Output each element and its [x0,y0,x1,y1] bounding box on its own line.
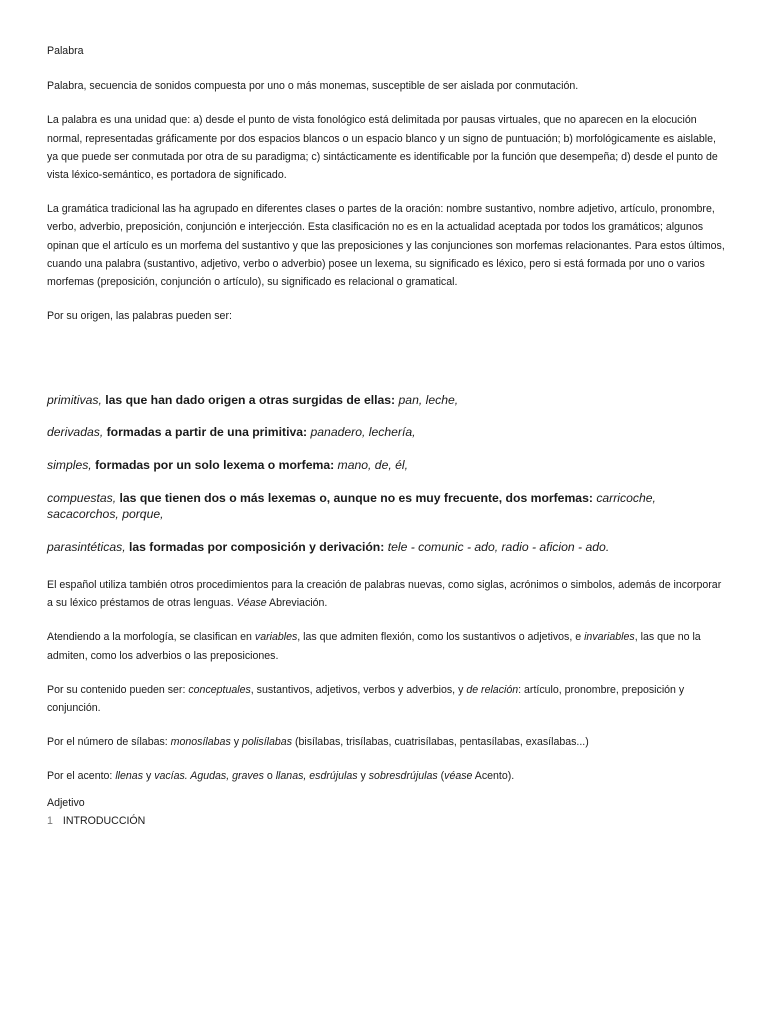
see-reference: Abreviación. [266,597,328,610]
paragraph-unit: La palabra es una unidad que: a) desde el punto de vista fonológico está delimitada por pausas virtuales, que no aparecen en la elocución normal, representadas gráficamente por dos espacios blancos o un espacio blanco y un signo de puntuación; b) morfológicamente es aislable, ya que puede ser conmutada por otra de su paradigma; c) sintácticamente es identificable por la función que desempeña; d) desde el punto de vista léxico-semántico, es portadora de significado. [47,114,718,182]
document-continuation [47,576,727,830]
text-segment: Por el acento: [47,770,116,783]
word-type-term: simples, [47,458,92,472]
word-type-term: derivadas, [47,425,104,439]
text-italic: vacías. Agudas, graves [154,770,264,783]
word-types-list [47,392,727,555]
paragraph-accent [47,767,727,785]
text-segment: , sustantivos, adjetivos, verbos y adverbios, y [250,683,467,696]
word-type-examples: carricoche, sacacorchos, porque, [47,491,656,521]
word-type-item [47,457,727,473]
text-italic: sobresdrújulas [368,770,438,783]
text-segment: y [143,770,155,783]
word-type-examples: panadero, lechería, [310,425,416,439]
text-segment: Por su contenido pueden ser: [47,683,189,696]
text-segment: , las que no la admiten, como los adverbios o las preposiciones. [47,631,701,662]
paragraph-formation [47,576,727,612]
text-segment: : artículo, pronombre, preposición y conjunción. [47,683,685,715]
word-type-item [47,490,727,522]
word-type-item [47,392,727,408]
see-label: Véase [236,597,267,610]
definition-paragraph: Palabra, secuencia de sonidos compuesta por uno o más monemas, susceptible de ser aislada por conmutación. [47,80,579,93]
text-italic: de relación [466,683,519,696]
word-type-desc: las que tienen dos o más lexemas o, aunque no es muy frecuente, dos morfemas: [116,491,597,505]
word-type-examples: mano, de, él, [337,458,409,472]
text-italic: llanas, esdrújulas [275,770,358,783]
text-italic: véase [444,770,473,783]
text-segment: y [230,736,242,749]
word-type-term: parasintéticas, [47,540,126,554]
word-type-desc: las formadas por composición y derivación: [125,540,388,554]
text-segment: ( [437,770,445,783]
word-type-desc: las que han dado origen a otras surgidas de ellas: [101,393,399,407]
text-italic: llenas [115,770,143,783]
text-segment: Acento). [472,770,515,783]
word-type-item [47,424,727,440]
text-segment: Por el número de sílabas: [47,736,171,749]
text-italic: conceptuales [188,683,251,696]
word-type-term: compuestas, [47,491,117,505]
paragraph-syllables [47,733,727,751]
word-type-desc: formadas a partir de una primitiva: [103,425,311,439]
paragraph-morphology [47,628,727,664]
text-italic: invariables [584,631,635,644]
text-italic: polisílabas [241,736,292,749]
origin-intro: Por su origen, las palabras pueden ser: [47,310,232,323]
section-title: INTRODUCCIÓN [62,814,146,827]
section-heading [47,812,727,830]
text-segment: , las que admiten flexión, como los sustantivos o adjetivos, e [297,631,585,644]
text-segment: Atendiendo a la morfología, se clasifican en [47,631,255,644]
word-type-desc: formadas por un solo lexema o morfema: [91,458,338,472]
text-italic: variables [254,631,298,644]
text-segment: (bisílabas, trisílabas, cuatrisílabas, pentasílabas, exasílabas...) [292,736,589,749]
next-section-title: Adjetivo [47,796,85,809]
text-italic: monosílabas [170,736,231,749]
paragraph-grammar: La gramática tradicional las ha agrupado en diferentes clases o partes de la oración: nombre sustantivo, nombre adjetivo, artículo, pronombre, verbo, adverbio, preposición, conjunción e interjección. Esta clasificación no es en la actualidad aceptada por todos los gramáticos; algunos opinan que el artículo es un morfema del sustantivo y que las preposiciones y las conjunciones son morfemas relacionantes. Para estos últimos, cuando una palabra (sustantivo, adjetivo, verbo o adverbio) posee un lexema, su significado es léxico, pero si está formada por uno o varios morfemas (preposición, conjunción o artículo), su significado es relacional o gramatical. [47,203,725,289]
section-number: 1 [47,814,53,827]
word-type-examples: tele - comunic - ado, radio - aficion - ado. [387,540,610,554]
word-type-examples: pan, leche, [398,393,459,407]
page-title: Palabra [47,45,84,57]
word-type-item [47,539,727,555]
text-segment: o [263,770,276,783]
paragraph-formation-text: El español utiliza también otros procedimientos para la creación de palabras nuevas, como siglas, acrónimos o simbolos, además de incorporar a su léxico préstamos de otras lenguas. [47,579,722,610]
text-segment: y [357,770,369,783]
word-type-term: primitivas, [47,393,102,407]
paragraph-content [47,681,727,717]
document-body [47,42,727,325]
